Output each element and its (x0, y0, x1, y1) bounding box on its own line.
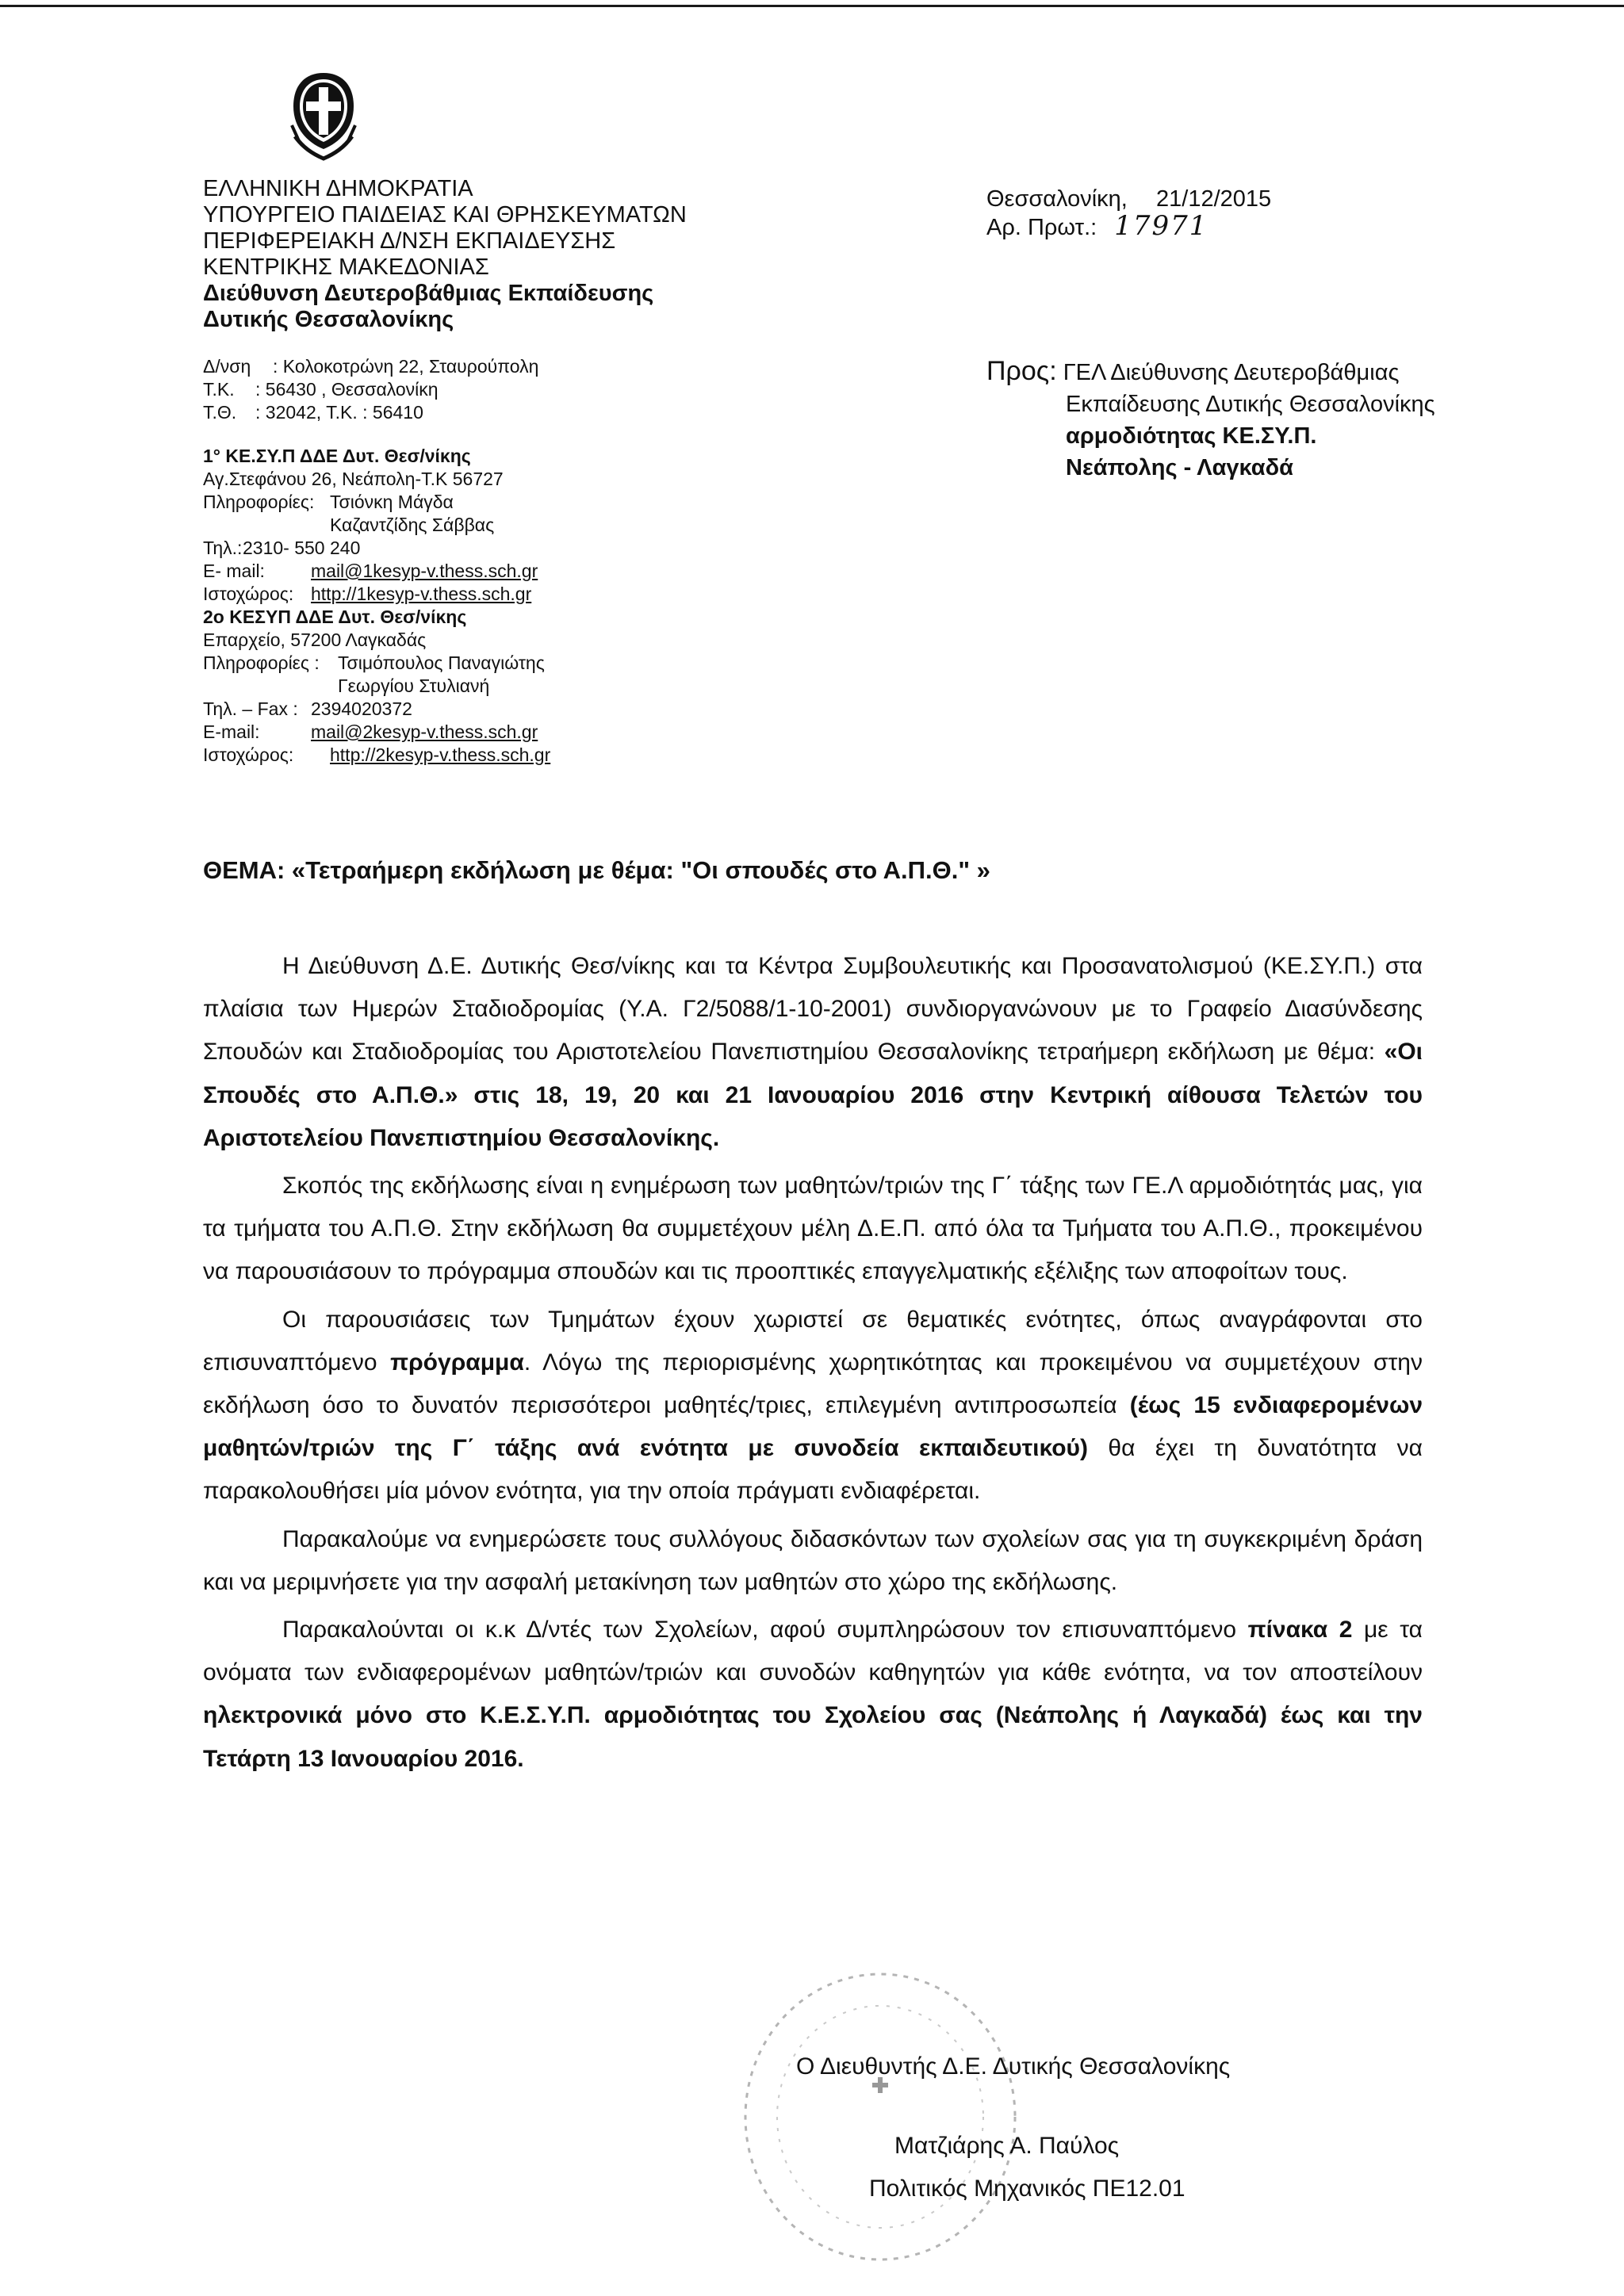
place: Θεσσαλονίκη, (986, 186, 1128, 212)
pobox-label: Τ.Θ. (203, 402, 237, 423)
signatory-role: Πολιτικός Μηχανικός ΠΕ12.01 (869, 2175, 1185, 2202)
paragraph-2: Σκοπός της εκδήλωσης είναι η ενημέρωση των μαθητών/τριών της Γ΄ τάξης των ΓΕ.Λ αρμοδιότητάς μας, για τα τμήματα του Α.Π.Θ. Στην εκδήλωση θα συμμετέχουν μέλη Δ.Ε.Π. από όλα τα Τμήματα του Α.Π.Θ., προκειμένου να παρουσιάσουν το πρόγραμμα σπουδών και τις προοπτικές επαγγελματικής εξέλιξης των αποφοίτων τους. (203, 1173, 1423, 1285)
recipient-label: Προς: (986, 356, 1057, 386)
kesyp2-info-row-2 (203, 675, 550, 698)
kesyp2-site-link[interactable]: http://2kesyp-v.thess.sch.gr (330, 744, 551, 765)
postcode-value: : 56430 , Θεσσαλονίκη (255, 379, 439, 400)
letter-body (203, 945, 1423, 1781)
kesyp2-site-row (203, 744, 550, 767)
kesyp2-info-row (203, 652, 550, 675)
date-protocol-block (986, 186, 1271, 241)
kesyp1-address: Αγ.Στεφάνου 26, Νεάπολη-Τ.Κ 56727 (203, 469, 504, 489)
paragraph-5: Παρακαλούνται οι κ.κ Δ/ντές των Σχολείων, αφού συμπληρώσουν τον επισυναπτόμενο πίνακα 2 με τα ονόματα των ενδιαφερομένων μαθητών/τριών και συνοδών καθηγητών για κάθε ενότητα, να τον αποστείλουν ηλεκτρονικά μόνο στο Κ.Ε.Σ.Υ.Π. αρμοδιότητας του Σχολείου σας (Νεάπολης ή Λαγκαδά) έως και την Τετάρτη 13 Ιανουαρίου 2016. (203, 1617, 1423, 1772)
directorate-2: Δυτικής Θεσσαλονίκης (203, 307, 454, 332)
kesyp1-site-label: Ιστοχώρος: (203, 584, 294, 604)
pobox-value: : 32042, Τ.Κ. : 56410 (255, 402, 423, 423)
signatory-name: Ματζιάρης Α. Παύλος (894, 2133, 1120, 2159)
kesyp2-email-row (203, 721, 550, 744)
kesyp1-info-2: Καζαντζίδης Σάββας (330, 515, 495, 535)
kesyp2-site-label: Ιστοχώρος: (203, 744, 294, 765)
kesyp1-site-row (203, 583, 550, 606)
kesyp2-info-1: Τσιμόπουλος Παναγιώτης (338, 652, 545, 673)
kesyp1-email-label: E- mail: (203, 561, 265, 581)
paragraph-3: Οι παρουσιάσεις των Τμημάτων έχουν χωριστεί σε θεματικές ενότητες, όπως αναγράφονται στο επισυναπτόμενο πρόγραμμα. Λόγω της περιορισμένης χωρητικότητας και προκειμένου να συμμετέχουν στην εκδήλωση όσο το δυνατόν περισσότεροι μαθητές/τριες, επιλεγμένη αντιπροσωπεία (έως 15 ενδιαφερομένων μαθητών/τριών της Γ΄ τάξης ανά ενότητα με συνοδεία εκπαιδευτικού) θα έχει τη δυνατότητα να παρακολουθήσει μία μόνον ενότητα, για την οποία πράγματι ενδιαφέρεται. (203, 1306, 1423, 1505)
kesyp1-tel-row (203, 537, 550, 560)
paragraph-4: Παρακαλούμε να ενημερώσετε τους συλλόγους διδασκόντων των σχολείων σας για τη συγκεκριμένη δράση και να μεριμνήσετε για την ασφαλή μετακίνηση των μαθητών στο χώρο της εκδήλωσης. (203, 1525, 1423, 1595)
kesyp1-info-label: Πληροφορίες: (203, 492, 315, 512)
pobox-row (203, 401, 550, 424)
signatory-title: Ο Διευθυντής Δ.Ε. Δυτικής Θεσσαλονίκης (796, 2053, 1231, 2080)
kesyp1-email-row (203, 560, 550, 583)
kesyp1-site-link[interactable]: http://1kesyp-v.thess.sch.gr (311, 584, 532, 604)
kesyp2-address: Επαρχείο, 57200 Λαγκαδάς (203, 629, 427, 650)
top-border-line (0, 5, 1624, 7)
address-value: : Κολοκοτρώνη 22, Σταυρούπολη (273, 356, 539, 377)
country-name: ΕΛΛΗΝΙΚΗ ΔΗΜΟΚΡΑΤΙΑ (203, 176, 473, 201)
paragraph-1: Η Διεύθυνση Δ.Ε. Δυτικής Θεσ/νίκης και τα Κέντρα Συμβουλευτικής και Προσανατολισμού (ΚΕ.ΣΥ.Π.) στα πλαίσια των Ημερών Σταδιοδρομίας (Υ.Α. Γ2/5088/1-10-2001) συνδιοργανώνουν με το Γραφείο Διασύνδεσης Σπουδών και Σταδιοδρομίας του Αριστοτελείου Πανεπιστημίου Θεσσαλονίκης τετραήμερη εκδήλωση με θέμα: «Οι Σπουδές στο Α.Π.Θ.» στις 18, 19, 20 και 21 Ιανουαρίου 2016 στην Κεντρική αίθουσα Τελετών του Αριστοτελείου Πανεπιστημίου Θεσσαλονίκης. (203, 953, 1423, 1151)
signature-block (796, 2045, 1230, 2210)
directorate-1: Διεύθυνση Δευτεροβάθμιας Εκπαίδευσης (203, 281, 654, 306)
recipient-block (986, 355, 1435, 484)
kesyp2-info-label: Πληροφορίες : (203, 652, 320, 673)
ministry-name: ΥΠΟΥΡΓΕΙΟ ΠΑΙΔΕΙΑΣ ΚΑΙ ΘΡΗΣΚΕΥΜΑΤΩΝ (203, 202, 687, 228)
kesyp2-email-link[interactable]: mail@2kesyp-v.thess.sch.gr (311, 721, 538, 742)
kesyp2-tel-row (203, 698, 550, 721)
greek-emblem-icon (287, 70, 360, 162)
postcode-label: Τ.Κ. (203, 379, 235, 400)
kesyp2-tel: 2394020372 (311, 698, 412, 719)
contact-block (203, 355, 550, 767)
recipient-line-3: αρμοδιότητας ΚΕ.ΣΥ.Π. (1066, 423, 1317, 449)
kesyp1-info-row (203, 491, 550, 514)
address-label: Δ/νση (203, 356, 251, 377)
kesyp2-info-2: Γεωργίου Στυλιανή (338, 675, 490, 696)
kesyp2-email-label: E-mail: (203, 721, 260, 742)
postcode-row (203, 378, 550, 401)
regional-directorate-2: ΚΕΝΤΡΙΚΗΣ ΜΑΚΕΔΟΝΙΑΣ (203, 254, 489, 280)
protocol-number: 17971 (1114, 210, 1208, 242)
date: 21/12/2015 (1156, 186, 1272, 212)
protocol-label: Αρ. Πρωτ.: (986, 215, 1097, 240)
kesyp1-info-row-2 (203, 514, 550, 537)
kesyp2-title: 2ο ΚΕΣΥΠ ΔΔΕ Δυτ. Θεσ/νίκης (203, 607, 467, 627)
address-row (203, 355, 550, 378)
kesyp1-tel: 2310- 550 240 (243, 538, 361, 558)
issuer-header (203, 176, 687, 333)
kesyp1-email-link[interactable]: mail@1kesyp-v.thess.sch.gr (311, 561, 538, 581)
recipient-line-2: Εκπαίδευσης Δυτικής Θεσσαλονίκης (1066, 392, 1435, 417)
subject-line: ΘΕΜΑ: «Τετραήμερη εκδήλωση με θέμα: "Οι σπουδές στο Α.Π.Θ." » (203, 856, 990, 884)
recipient-line-4: Νεάπολης - Λαγκαδά (1066, 455, 1294, 480)
kesyp1-title: 1° ΚΕ.ΣΥ.Π ΔΔΕ Δυτ. Θεσ/νίκης (203, 446, 471, 466)
recipient-line-1: ΓΕΛ Διεύθυνσης Δευτεροβάθμιας (1063, 360, 1400, 385)
kesyp1-info-1: Τσιόνκη Μάγδα (330, 492, 454, 512)
regional-directorate-1: ΠΕΡΙΦΕΡΕΙΑΚΗ Δ/ΝΣΗ ΕΚΠΑΙΔΕΥΣΗΣ (203, 228, 616, 254)
kesyp1-tel-label: Τηλ.: (203, 538, 243, 558)
kesyp2-tel-label: Τηλ. – Fax : (203, 698, 298, 719)
